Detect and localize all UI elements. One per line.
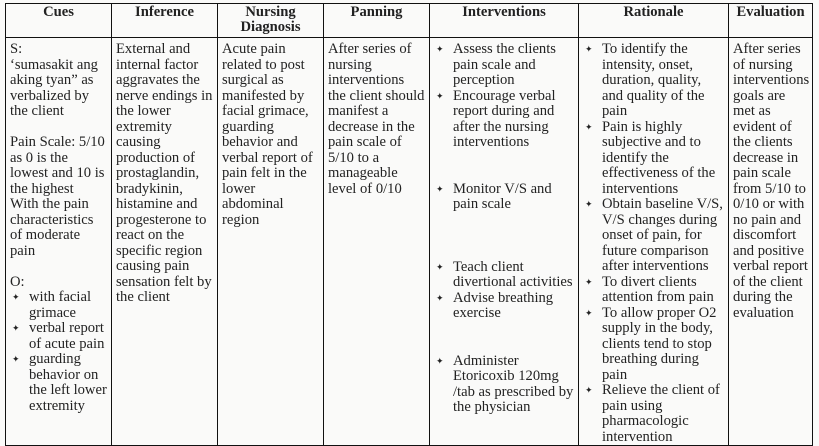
subjective-quote: ‘sumasakit ang aking tyan” as verbalized by the client [10,56,98,119]
nursing-care-plan-table [5,3,813,446]
bullet-icon: ✦ [436,90,444,101]
planning-cell: After series of nursing interventions the client should manifest a decrease in the pain scale of 5/10 to a manageable level of 0/10 [324,38,430,446]
bullet-icon: ✦ [12,354,20,364]
header-cues: Cues [6,4,112,38]
pain-characteristics: With the pain characteristics of moderate pain [10,196,94,259]
bullet-icon: ✦ [436,44,444,54]
list-item: ✦ Relieve the client of pain using pharmacologic intervention [585,382,720,445]
bullet-icon: ✦ [436,355,444,366]
interventions-list [434,42,574,416]
list-item: ✦ Monitor V/S and pain scale [436,180,552,212]
table-row [6,38,813,446]
list-item: ✦ To identify the intensity, onset, duration, quality, and quality of the pain [585,41,705,119]
evaluation-cell: After series of nursing interventions goals are met as evident of the clients decrease in pain scale from 5/10 to 0/10 or with no pain and discomfort and positive verbal report of the client during the evaluation [729,38,813,446]
interventions-cell [430,38,579,446]
header-evaluation: Evaluation [729,4,813,38]
rationale-list [583,42,724,445]
list-item: ✦ with facial grimace [12,289,91,321]
bullet-icon: ✦ [585,121,593,132]
header-inference: Inference [112,4,218,38]
header-interventions: Interventions [430,4,579,38]
list-item: ✦ Administer Etoricoxib 120mg /tab as prescribed by the physician [436,352,574,415]
bullet-icon: ✦ [436,292,444,303]
bullet-icon: ✦ [585,276,593,287]
bullet-icon: ✦ [436,261,444,272]
bullet-icon: ✦ [585,199,593,209]
list-item: ✦ verbal report of acute pain [12,320,105,352]
rationale-cell [579,38,729,446]
bullet-icon: ✦ [585,307,593,318]
bullet-icon: ✦ [12,292,20,302]
inference-cell: External and internal factor aggravates the nerve endings in the lower extremity causing production of prostaglandin, bradykinin, histamine and progesterone to react on the specific region causing pain sensation felt by the client [112,38,218,446]
list-item: ✦ Teach client divertional activities [436,258,573,290]
list-item: ✦ guarding behavior on the left lower extremity [12,351,107,414]
cues-cell [6,38,112,446]
objective-list [10,290,107,414]
objective-label: O: [10,273,25,290]
header-row [6,4,813,38]
list-item: ✦ To allow proper O2 supply in the body, clients tend to stop breathing during pain [585,304,717,383]
pain-scale: Pain Scale: 5/10 as 0 is the lowest and 10 is the highest [10,134,105,197]
header-nursing-diagnosis: Nursing Diagnosis [218,4,324,38]
list-item: ✦ Assess the clients pain scale and perception [436,41,556,88]
list-item: ✦ Pain is highly subjective and to identify the effectiveness of the interventions [585,118,716,197]
bullet-icon: ✦ [585,385,593,395]
bullet-icon: ✦ [436,183,444,194]
list-item: ✦ Advise breathing exercise [436,289,554,321]
list-item: ✦ Encourage verbal report during and after the nursing interventions [436,87,556,150]
subjective-label: S: [10,41,23,57]
header-planning: Panning [324,4,430,38]
bullet-icon: ✦ [12,323,20,333]
bullet-icon: ✦ [585,44,593,54]
list-item: ✦ Obtain baseline V/S, V/S changes during onset of pain, for future comparison after interventions [585,196,723,274]
header-rationale: Rationale [579,4,729,38]
nursing-diagnosis-cell: Acute pain related to post surgical as manifested by facial grimace, guarding behavior and verbal report of pain felt in the lower abdominal region [218,38,324,446]
list-item: ✦ To divert clients attention from pain [585,273,714,305]
